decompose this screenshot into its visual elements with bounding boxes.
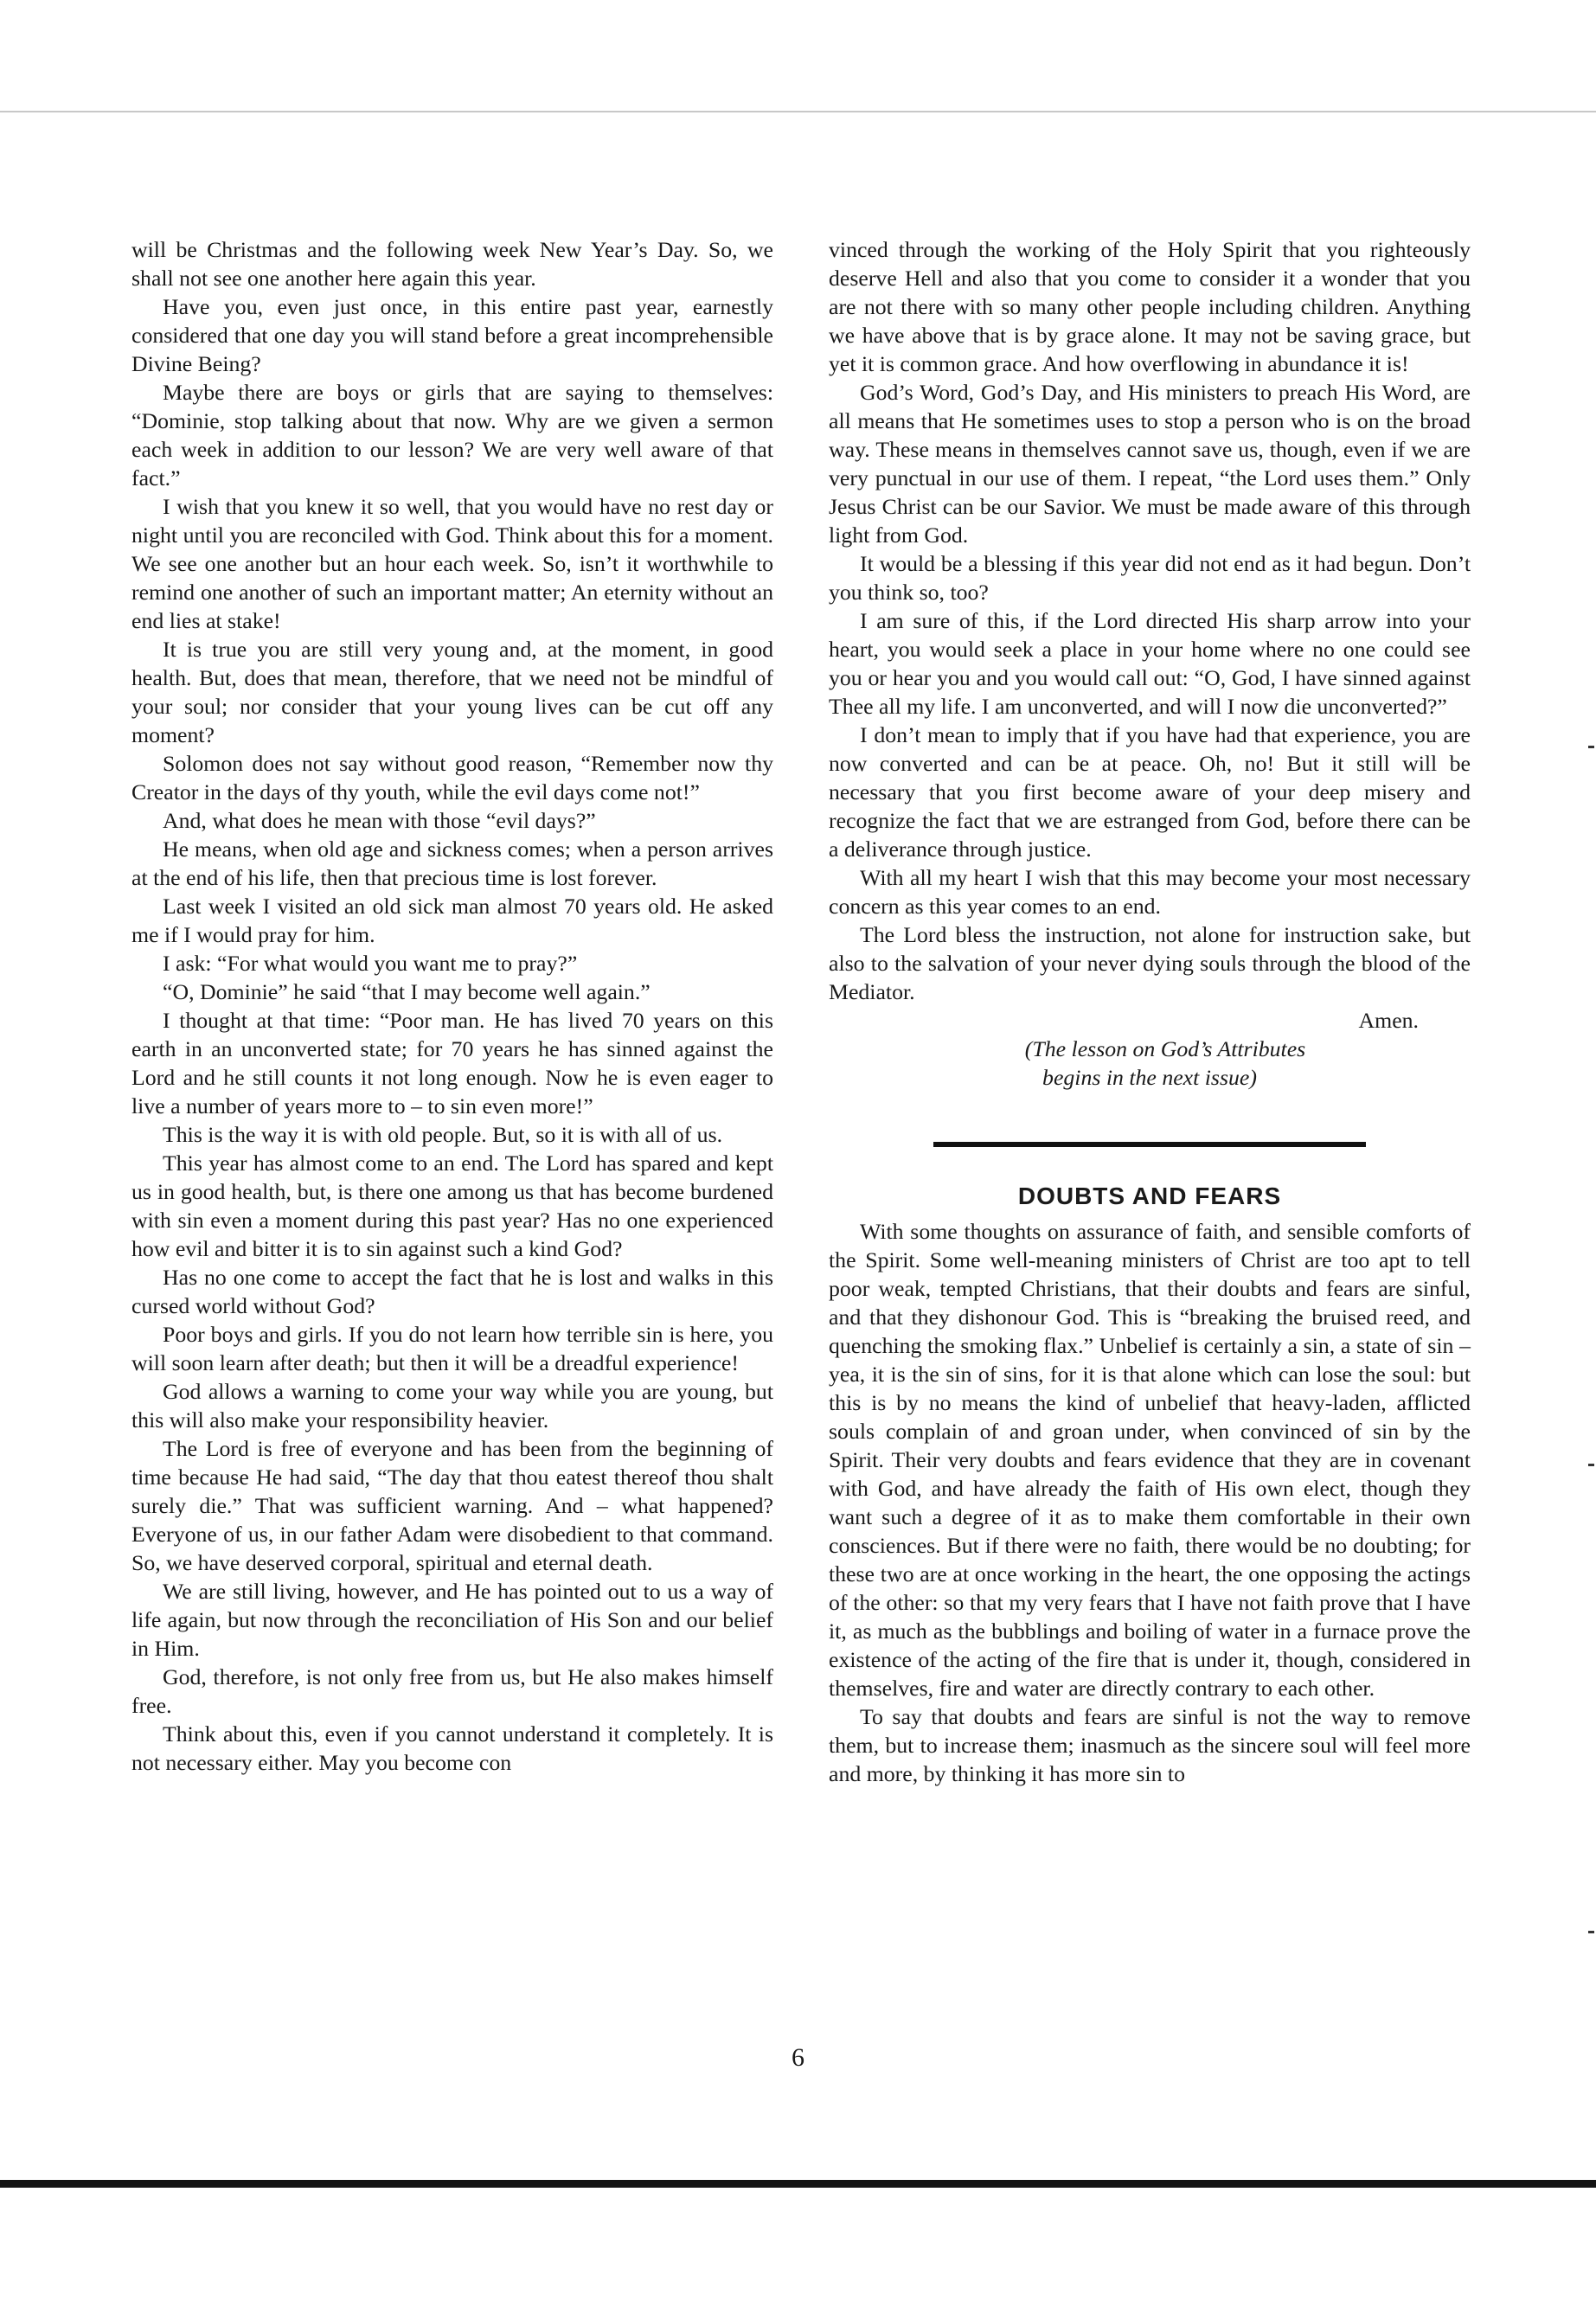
editor-note-line: begins in the next issue) bbox=[1042, 1065, 1257, 1090]
scan-top-rule bbox=[0, 111, 1596, 112]
paragraph: God allows a warning to come your way while you are young, but this will also make your responsibility heavier. bbox=[131, 1379, 773, 1433]
paragraph: Maybe there are boys or girls that are saying to themselves: “Dominie, stop talking about that now. Why are we given a sermon each week in addition to our lesson? We are very well aware of that fact.” bbox=[131, 380, 773, 490]
paragraph: We are still living, however, and He has pointed out to us a way of life again, but now through the reconciliation of His Son and our belief in Him. bbox=[131, 1579, 773, 1661]
paragraph: “O, Dominie” he said “that I may become well again.” bbox=[163, 979, 651, 1004]
editor-note-line: (The lesson on God’s Attributes bbox=[1024, 1036, 1306, 1061]
right-column bbox=[829, 235, 1471, 1788]
paragraph: Poor boys and girls. If you do not learn how terrible sin is here, you will soon learn after death; but then it will be a dreadful experience! bbox=[131, 1322, 773, 1375]
scan-edge-mark bbox=[1588, 746, 1594, 748]
paragraph: Has no one come to accept the fact that he is lost and walks in this cursed world without God? bbox=[131, 1265, 773, 1318]
paragraph: This is the way it is with old people. But, so it is with all of us. bbox=[163, 1122, 723, 1147]
doubts-and-fears-article bbox=[829, 1217, 1471, 1788]
section-divider bbox=[933, 1142, 1366, 1147]
paragraph: The Lord bless the instruction, not alone for instruction sake, but also to the salvation of your never dying souls through the blood of the Mediator. bbox=[829, 922, 1471, 1004]
paragraph: I ask: “For what would you want me to pray?” bbox=[163, 951, 578, 976]
paragraph: I thought at that time: “Poor man. He has lived 70 years on this earth in an unconverted state; for 70 years he has sinned against the Lord and he still counts it not long enough. Now he is even eager to live a number of years more to – to sin even more!” bbox=[131, 1008, 773, 1118]
paragraph: Think about this, even if you cannot understand it completely. It is not necessary either. May you become con bbox=[131, 1721, 773, 1775]
paragraph: I am sure of this, if the Lord directed His sharp arrow into your heart, you would seek a place in your home where no one could see you or hear you and you would call out: “O, God, I have sinned against Thee all my life. I am unconverted, and will I now die unconverted?” bbox=[829, 608, 1471, 719]
paragraph: He means, when old age and sickness comes; when a person arrives at the end of his life, then that precious time is lost forever. bbox=[131, 836, 773, 890]
article-title: DOUBTS AND FEARS bbox=[1017, 1183, 1282, 1209]
paragraph: God, therefore, is not only free from us, but He also makes himself free. bbox=[131, 1664, 773, 1718]
paragraph: To say that doubts and fears are sinful is not the way to remove them, but to increase them; inasmuch as the sincere soul will feel more and more, by thinking it has more sin to bbox=[829, 1704, 1471, 1786]
page-number: 6 bbox=[792, 2043, 804, 2072]
paragraph: Solomon does not say without good reason, “Remember now thy Creator in the days of thy youth, while the evil days come not!” bbox=[131, 751, 773, 804]
paragraph: God’s Word, God’s Day, and His ministers to preach His Word, are all means that He sometimes uses to stop a person who is on the broad way. These means in themselves cannot save us, though, even if we are very punctual in our use of them. I repeat, “the Lord uses them.” Only Jesus Christ can be our Savior. We must be made aware of this through light from God. bbox=[829, 380, 1471, 548]
paragraph: vinced through the working of the Holy Spirit that you righteously deserve Hell and also that you come to consider it a wonder that you are not there with so many other people including children. Anything we have above that is by grace alone. It may not be saving grace, but yet it is common grace. And how overflowing in abundance it is! bbox=[829, 237, 1471, 376]
paragraph: It is true you are still very young and, at the moment, in good health. But, does that mean, therefore, that we need not be mindful of your soul; nor consider that your young lives can be cut off any moment? bbox=[131, 637, 773, 747]
paragraph: I don’t mean to imply that if you have had that experience, you are now converted and can be at peace. Oh, no! But it still will be necessary that you first become aware of your deep misery and recognize the fact that we are estranged from God, before there can be a deliverance through justice. bbox=[829, 722, 1471, 862]
article-continuation bbox=[829, 235, 1471, 1006]
left-column bbox=[131, 235, 773, 1777]
paragraph: Last week I visited an old sick man almost 70 years old. He asked me if I would pray for him. bbox=[131, 894, 773, 947]
scan-edge-mark bbox=[1588, 1931, 1594, 1933]
paragraph: The Lord is free of everyone and has been from the beginning of time because He had said, “The day that thou eatest thereof thou shalt surely die.” That was sufficient warning. And – what happened? Everyone of us, in our father Adam were disobedient to that command. So, we have deserved corporal, spiritual and eternal death. bbox=[131, 1436, 773, 1575]
paragraph: Have you, even just once, in this entire past year, earnestly considered that one day you will stand before a great incomprehensible Divine Being? bbox=[131, 294, 773, 376]
paragraph: With all my heart I wish that this may become your most necessary concern as this year comes to an end. bbox=[829, 865, 1471, 919]
editor-note bbox=[829, 1035, 1471, 1092]
paragraph: It would be a blessing if this year did not end as it had begun. Don’t you think so, too? bbox=[829, 551, 1471, 605]
paragraph: With some thoughts on assurance of faith, and sensible comforts of the Spirit. Some well-meaning ministers of Christ are too apt to tell poor weak, tempted Christians, that their doubts and fears are sinful, and that they dishonour God. This is “breaking the bruised reed, and quenching the smoking flax.” Unbelief is certainly a sin, a state of sin – yea, it is the sin of sins, for it is that alone which can lose the soul: but this is by no means the kind of unbelief that heavy-laden, afflicted souls complain of and groan under, when convinced of sin by the Spirit. Their very doubts and fears evidence that they are in covenant with God, and have already the faith of His own elect, though they want such a degree of it as to make them comfortable in their own consciences. But if there were no faith, there would be no doubting; for these two are at once working in the heart, the one opposing the actings of the other: so that my very fears that I have not faith prove that I have it, as much as the bubblings and boiling of water in a furnace prove the existence of the acting of the fire that is under it, though, considered in themselves, fire and water are directly contrary to each other. bbox=[829, 1219, 1471, 1701]
scan-bottom-rule bbox=[0, 2180, 1596, 2188]
paragraph: This year has almost come to an end. The Lord has spared and kept us in good health, but, is there one among us that has become burdened with sin even a moment during this past year? Has no one experienced how evil and bitter it is to sin against such a kind God? bbox=[131, 1150, 773, 1261]
paragraph: I wish that you knew it so well, that you would have no rest day or night until you are reconciled with God. Think about this for a moment. We see one another but an hour each week. So, isn’t it worthwhile to remind one another of such an important matter; An eternity without an end lies at stake! bbox=[131, 494, 773, 633]
paragraph: will be Christmas and the following week New Year’s Day. So, we shall not see one another here again this year. bbox=[131, 237, 773, 291]
paragraph: And, what does he mean with those “evil days?” bbox=[163, 808, 596, 833]
closing-amen: Amen. bbox=[1358, 1008, 1419, 1033]
scan-edge-mark bbox=[1588, 1464, 1594, 1466]
